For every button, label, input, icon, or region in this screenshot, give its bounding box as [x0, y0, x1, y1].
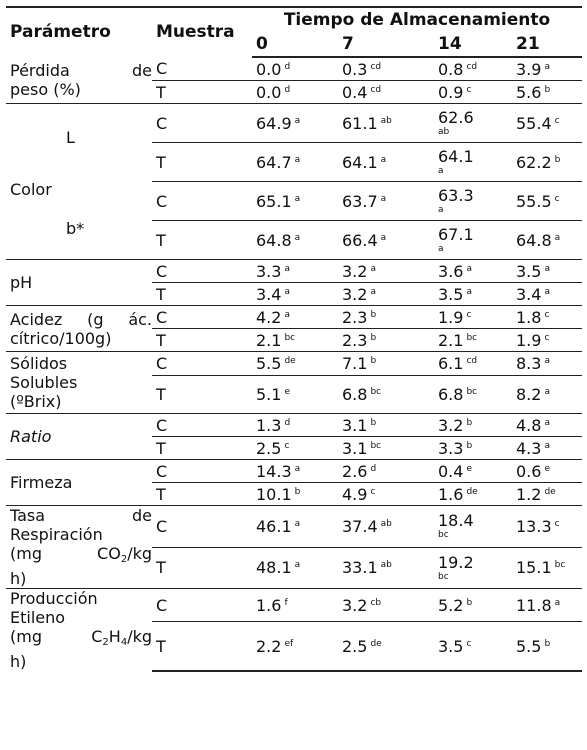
value-cell — [512, 437, 582, 460]
value-cell — [512, 329, 582, 352]
value-cell — [512, 622, 582, 672]
muestra-cell: T — [152, 329, 252, 352]
value-cell — [252, 143, 338, 182]
value: 8.2 — [516, 385, 542, 404]
table-row — [6, 506, 582, 548]
value-cell — [434, 622, 512, 672]
value: 3.1 — [342, 438, 368, 458]
param-color-l: L — [66, 128, 75, 147]
significance-letter: b — [370, 332, 377, 343]
value: 8.3 — [516, 354, 542, 373]
value: 33.1 — [342, 558, 378, 578]
value: 63.7 — [342, 191, 378, 211]
param-color — [6, 104, 152, 260]
significance-letter: d — [284, 61, 291, 72]
header-day-14: 14 — [434, 32, 512, 57]
value-cell — [338, 483, 434, 506]
value-cell — [434, 460, 512, 483]
muestra-cell: C — [152, 589, 252, 622]
value-cell — [434, 414, 512, 437]
value-cell — [434, 506, 512, 548]
significance-letter: b — [466, 597, 473, 608]
significance-letter: a — [294, 463, 301, 474]
significance-letter: a — [380, 154, 387, 165]
significance-letter: c — [466, 638, 472, 649]
header-parametro: Parámetro — [6, 7, 152, 57]
value: 66.4 — [342, 230, 378, 250]
value-cell — [434, 104, 512, 143]
significance-letter: c — [554, 193, 560, 204]
significance-letter: e — [544, 463, 550, 474]
value-cell — [338, 104, 434, 143]
value: 64.1 — [342, 152, 378, 172]
value: 13.3 — [516, 516, 552, 536]
value: 6.1 — [438, 354, 464, 373]
value: 10.1 — [256, 484, 292, 504]
significance-letter: bc — [554, 560, 566, 571]
significance-letter: bc — [466, 332, 478, 343]
value: 6.8 — [342, 385, 368, 404]
value: 2.1 — [256, 330, 282, 350]
significance-letter: a — [294, 154, 301, 165]
value: 15.1 — [516, 558, 552, 578]
value: 3.2 — [438, 415, 464, 435]
value-cell — [252, 329, 338, 352]
significance-letter: c — [466, 309, 472, 320]
significance-letter: a — [294, 115, 301, 126]
param-firmeza: Firmeza — [6, 460, 152, 506]
significance-letter: b — [370, 417, 377, 428]
value: 3.5 — [516, 261, 542, 281]
muestra-cell: C — [152, 182, 252, 221]
value: 62.6 — [438, 108, 474, 127]
value: 11.8 — [516, 595, 552, 615]
significance-letter: b — [544, 638, 551, 649]
value-cell — [338, 376, 434, 414]
header-tiempo: Tiempo de Almacenamiento — [252, 7, 582, 32]
significance-letter: a — [544, 356, 550, 366]
value-cell — [512, 283, 582, 306]
value: 0.4 — [342, 82, 368, 102]
value: 6.8 — [438, 385, 464, 404]
significance-letter: a — [544, 417, 550, 428]
muestra-cell: T — [152, 143, 252, 182]
significance-letter: a — [380, 232, 387, 243]
muestra-cell: T — [152, 437, 252, 460]
value: 18.4 — [438, 511, 474, 531]
significance-letter: b — [544, 84, 551, 95]
value: 1.6 — [256, 595, 282, 615]
significance-letter: ef — [284, 638, 294, 649]
significance-letter: b — [466, 417, 473, 428]
significance-letter: a — [544, 440, 550, 451]
value-cell — [252, 589, 338, 622]
value-cell — [338, 547, 434, 589]
significance-letter: bc — [466, 387, 478, 397]
muestra-cell: T — [152, 283, 252, 306]
table-row — [6, 460, 582, 483]
value-cell — [512, 547, 582, 589]
value: 5.5 — [256, 354, 282, 373]
value: 1.9 — [438, 307, 464, 327]
significance-letter: a — [466, 286, 472, 297]
significance-letter: a — [554, 597, 561, 608]
value-cell — [338, 352, 434, 376]
table-row — [6, 260, 582, 283]
value-cell — [338, 622, 434, 672]
muestra-cell: C — [152, 104, 252, 143]
value-cell — [512, 506, 582, 548]
value-cell — [252, 547, 338, 589]
value-cell — [252, 506, 338, 548]
value-cell — [338, 414, 434, 437]
value: 3.5 — [438, 284, 464, 304]
param-perdida: Pérdida de peso (%) — [10, 61, 152, 99]
param-color-b: b* — [66, 219, 85, 238]
header-day-21: 21 — [512, 32, 582, 57]
value: 3.4 — [516, 284, 542, 304]
significance-letter: d — [370, 463, 377, 474]
significance-letter: d — [284, 84, 291, 95]
significance-letter: a — [544, 387, 550, 397]
muestra-cell: C — [156, 59, 168, 78]
muestra-cell: C — [152, 260, 252, 283]
value-cell — [434, 260, 512, 283]
value-cell — [338, 283, 434, 306]
value: 3.2 — [342, 261, 368, 281]
table-row — [6, 414, 582, 437]
value-cell — [434, 437, 512, 460]
value: 5.2 — [438, 595, 464, 615]
value: 0.3 — [342, 59, 368, 79]
value: 55.4 — [516, 113, 552, 133]
significance-letter: cb — [370, 597, 382, 608]
value: 64.8 — [256, 230, 292, 250]
value: 5.5 — [516, 636, 542, 656]
value: 64.8 — [516, 230, 552, 250]
table-row — [6, 57, 582, 81]
value: 46.1 — [256, 516, 292, 536]
value-cell — [338, 143, 434, 182]
significance-letter: a — [438, 244, 444, 254]
significance-letter: bc — [370, 387, 382, 397]
muestra-cell: T — [152, 376, 252, 414]
muestra-cell: T — [152, 483, 252, 506]
value: 0.6 — [516, 461, 542, 481]
value-cell — [512, 57, 582, 81]
value: 64.7 — [256, 152, 292, 172]
value: 19.2 — [438, 552, 474, 572]
significance-letter: ab — [380, 518, 392, 529]
significance-letter: cd — [466, 356, 478, 366]
value-cell — [434, 221, 512, 260]
param-solidos: Sólidos Solubles (ºBrix) — [6, 352, 152, 414]
significance-letter: b — [294, 486, 301, 497]
value-cell — [512, 589, 582, 622]
value-cell — [434, 283, 512, 306]
significance-letter: cd — [466, 61, 478, 72]
significance-letter: cd — [370, 84, 382, 95]
value-cell — [512, 143, 582, 182]
significance-letter: a — [438, 205, 444, 215]
value: 2.6 — [342, 461, 368, 481]
significance-letter: bc — [438, 530, 449, 541]
value-cell — [252, 104, 338, 143]
significance-letter: a — [284, 286, 290, 297]
muestra-cell: C — [152, 506, 252, 548]
table-row — [6, 104, 582, 143]
value: 3.3 — [256, 261, 282, 281]
muestra-cell: T — [152, 221, 252, 260]
value-cell — [338, 182, 434, 221]
significance-letter: b — [466, 440, 473, 451]
value-cell — [252, 483, 338, 506]
value-cell — [338, 260, 434, 283]
significance-letter: b — [370, 356, 377, 366]
value-cell — [338, 221, 434, 260]
value-cell — [338, 506, 434, 548]
muestra-cell: C — [152, 460, 252, 483]
value-cell — [512, 414, 582, 437]
value-cell — [434, 589, 512, 622]
value: 64.1 — [438, 147, 474, 166]
value-cell — [252, 437, 338, 460]
significance-letter: de — [544, 486, 556, 497]
value: 5.1 — [256, 385, 282, 404]
value-cell — [512, 352, 582, 376]
significance-letter: a — [544, 263, 550, 274]
value: 14.3 — [256, 461, 292, 481]
value: 1.8 — [516, 307, 542, 327]
significance-letter: e — [284, 387, 290, 397]
param-etileno: Producción Etileno (mg $C_2H_4/kg$ h) — [6, 589, 152, 672]
value: 3.5 — [438, 636, 464, 656]
significance-letter: c — [284, 440, 290, 451]
value-cell — [434, 182, 512, 221]
muestra-cell: C — [152, 414, 252, 437]
muestra-cell: T — [152, 81, 252, 104]
value: 0.0 — [256, 59, 282, 79]
value-cell — [252, 352, 338, 376]
value-cell — [252, 622, 338, 672]
significance-letter: bc — [438, 571, 449, 582]
significance-letter: a — [370, 286, 376, 297]
value-cell — [252, 221, 338, 260]
param-color-label: Color — [10, 180, 52, 199]
table-row — [6, 352, 582, 376]
significance-letter: a — [544, 61, 550, 72]
value: 0.8 — [438, 59, 464, 79]
value: 3.1 — [342, 415, 368, 435]
value: 1.9 — [516, 330, 542, 350]
value-cell — [252, 283, 338, 306]
value-cell — [434, 352, 512, 376]
significance-letter: a — [438, 166, 444, 176]
value-cell — [512, 221, 582, 260]
value-cell — [434, 376, 512, 414]
value: 2.3 — [342, 307, 368, 327]
value: 0.9 — [438, 82, 464, 102]
value-cell — [434, 483, 512, 506]
value: 2.3 — [342, 330, 368, 350]
value-cell — [252, 306, 338, 329]
significance-letter: c — [370, 486, 376, 497]
value-cell — [512, 104, 582, 143]
significance-letter: a — [294, 193, 301, 204]
value: 67.1 — [438, 225, 474, 244]
value: 62.2 — [516, 152, 552, 172]
significance-letter: a — [380, 193, 387, 204]
significance-letter: ab — [380, 560, 392, 571]
significance-letter: a — [544, 286, 550, 297]
value: 1.6 — [438, 484, 464, 504]
value-cell — [252, 260, 338, 283]
value: 2.5 — [256, 438, 282, 458]
significance-letter: a — [554, 232, 561, 243]
value: 37.4 — [342, 516, 378, 536]
value-cell — [338, 589, 434, 622]
value: 3.3 — [438, 438, 464, 458]
significance-letter: d — [284, 417, 291, 428]
value-cell — [338, 57, 434, 81]
value-cell — [338, 329, 434, 352]
value-cell — [512, 260, 582, 283]
value-cell — [434, 547, 512, 589]
value: 2.1 — [438, 330, 464, 350]
value: 65.1 — [256, 191, 292, 211]
value: 3.2 — [342, 284, 368, 304]
significance-letter: a — [284, 263, 290, 274]
param-ph: pH — [6, 260, 152, 306]
value: 4.9 — [342, 484, 368, 504]
value: 55.5 — [516, 191, 552, 211]
value-cell — [252, 376, 338, 414]
value-cell — [512, 376, 582, 414]
header-day-7: 7 — [338, 32, 434, 57]
value: 3.6 — [438, 261, 464, 281]
value-cell — [252, 81, 338, 104]
significance-letter: de — [466, 486, 478, 497]
muestra-cell: C — [152, 306, 252, 329]
significance-letter: a — [370, 263, 376, 274]
muestra-cell: T — [152, 622, 252, 672]
storage-table — [6, 6, 582, 672]
significance-letter: c — [554, 518, 560, 529]
value-cell — [252, 57, 338, 81]
significance-letter: cd — [370, 61, 382, 72]
value: 4.3 — [516, 438, 542, 458]
value: 61.1 — [342, 113, 378, 133]
value-cell — [434, 57, 512, 81]
value-cell — [512, 460, 582, 483]
significance-letter: ab — [438, 127, 450, 137]
value-cell — [338, 306, 434, 329]
value: 1.3 — [256, 415, 282, 435]
value-cell — [512, 182, 582, 221]
param-ratio: Ratio — [6, 414, 152, 460]
value-cell — [434, 81, 512, 104]
significance-letter: c — [554, 115, 560, 126]
value-cell — [512, 483, 582, 506]
value-cell — [338, 81, 434, 104]
significance-letter: de — [370, 638, 382, 649]
value-cell — [434, 143, 512, 182]
param-tasa: Tasa de Respiración (mg $CO_2/kg$ h) — [6, 506, 152, 589]
table-row — [6, 306, 582, 329]
value-cell — [252, 460, 338, 483]
significance-letter: c — [544, 332, 550, 343]
value: 63.3 — [438, 186, 474, 205]
significance-letter: c — [466, 84, 472, 95]
significance-letter: a — [466, 263, 472, 274]
table-row — [6, 589, 582, 622]
value: 2.5 — [342, 636, 368, 656]
significance-letter: ab — [380, 115, 392, 126]
significance-letter: a — [294, 560, 301, 571]
value: 3.2 — [342, 595, 368, 615]
significance-letter: bc — [284, 332, 296, 343]
value: 4.8 — [516, 415, 542, 435]
significance-letter: de — [284, 356, 296, 366]
significance-letter: b — [554, 154, 561, 165]
value-cell — [512, 306, 582, 329]
value-cell — [434, 329, 512, 352]
header-muestra: Muestra — [152, 7, 252, 57]
value: 64.9 — [256, 113, 292, 133]
value: 3.4 — [256, 284, 282, 304]
value: 0.0 — [256, 82, 282, 102]
significance-letter: c — [544, 309, 550, 320]
value: 5.6 — [516, 82, 542, 102]
significance-letter: b — [370, 309, 377, 320]
value: 3.9 — [516, 59, 542, 79]
value-cell — [338, 460, 434, 483]
significance-letter: e — [466, 463, 472, 474]
value-cell — [338, 437, 434, 460]
value-cell — [434, 306, 512, 329]
muestra-cell: C — [152, 352, 252, 376]
value: 0.4 — [438, 461, 464, 481]
value: 2.2 — [256, 636, 282, 656]
param-acidez: Acidez (g ác. cítrico/100g) — [6, 306, 152, 352]
value-cell — [252, 182, 338, 221]
header-day-0: 0 — [252, 32, 338, 57]
value: 7.1 — [342, 354, 368, 373]
significance-letter: f — [284, 597, 288, 608]
significance-letter: a — [284, 309, 290, 320]
value: 4.2 — [256, 307, 282, 327]
value-cell — [512, 81, 582, 104]
significance-letter: a — [294, 232, 301, 243]
value: 48.1 — [256, 558, 292, 578]
value-cell — [252, 414, 338, 437]
significance-letter: bc — [370, 440, 382, 451]
value: 1.2 — [516, 484, 542, 504]
muestra-cell: T — [152, 547, 252, 589]
significance-letter: a — [294, 518, 301, 529]
